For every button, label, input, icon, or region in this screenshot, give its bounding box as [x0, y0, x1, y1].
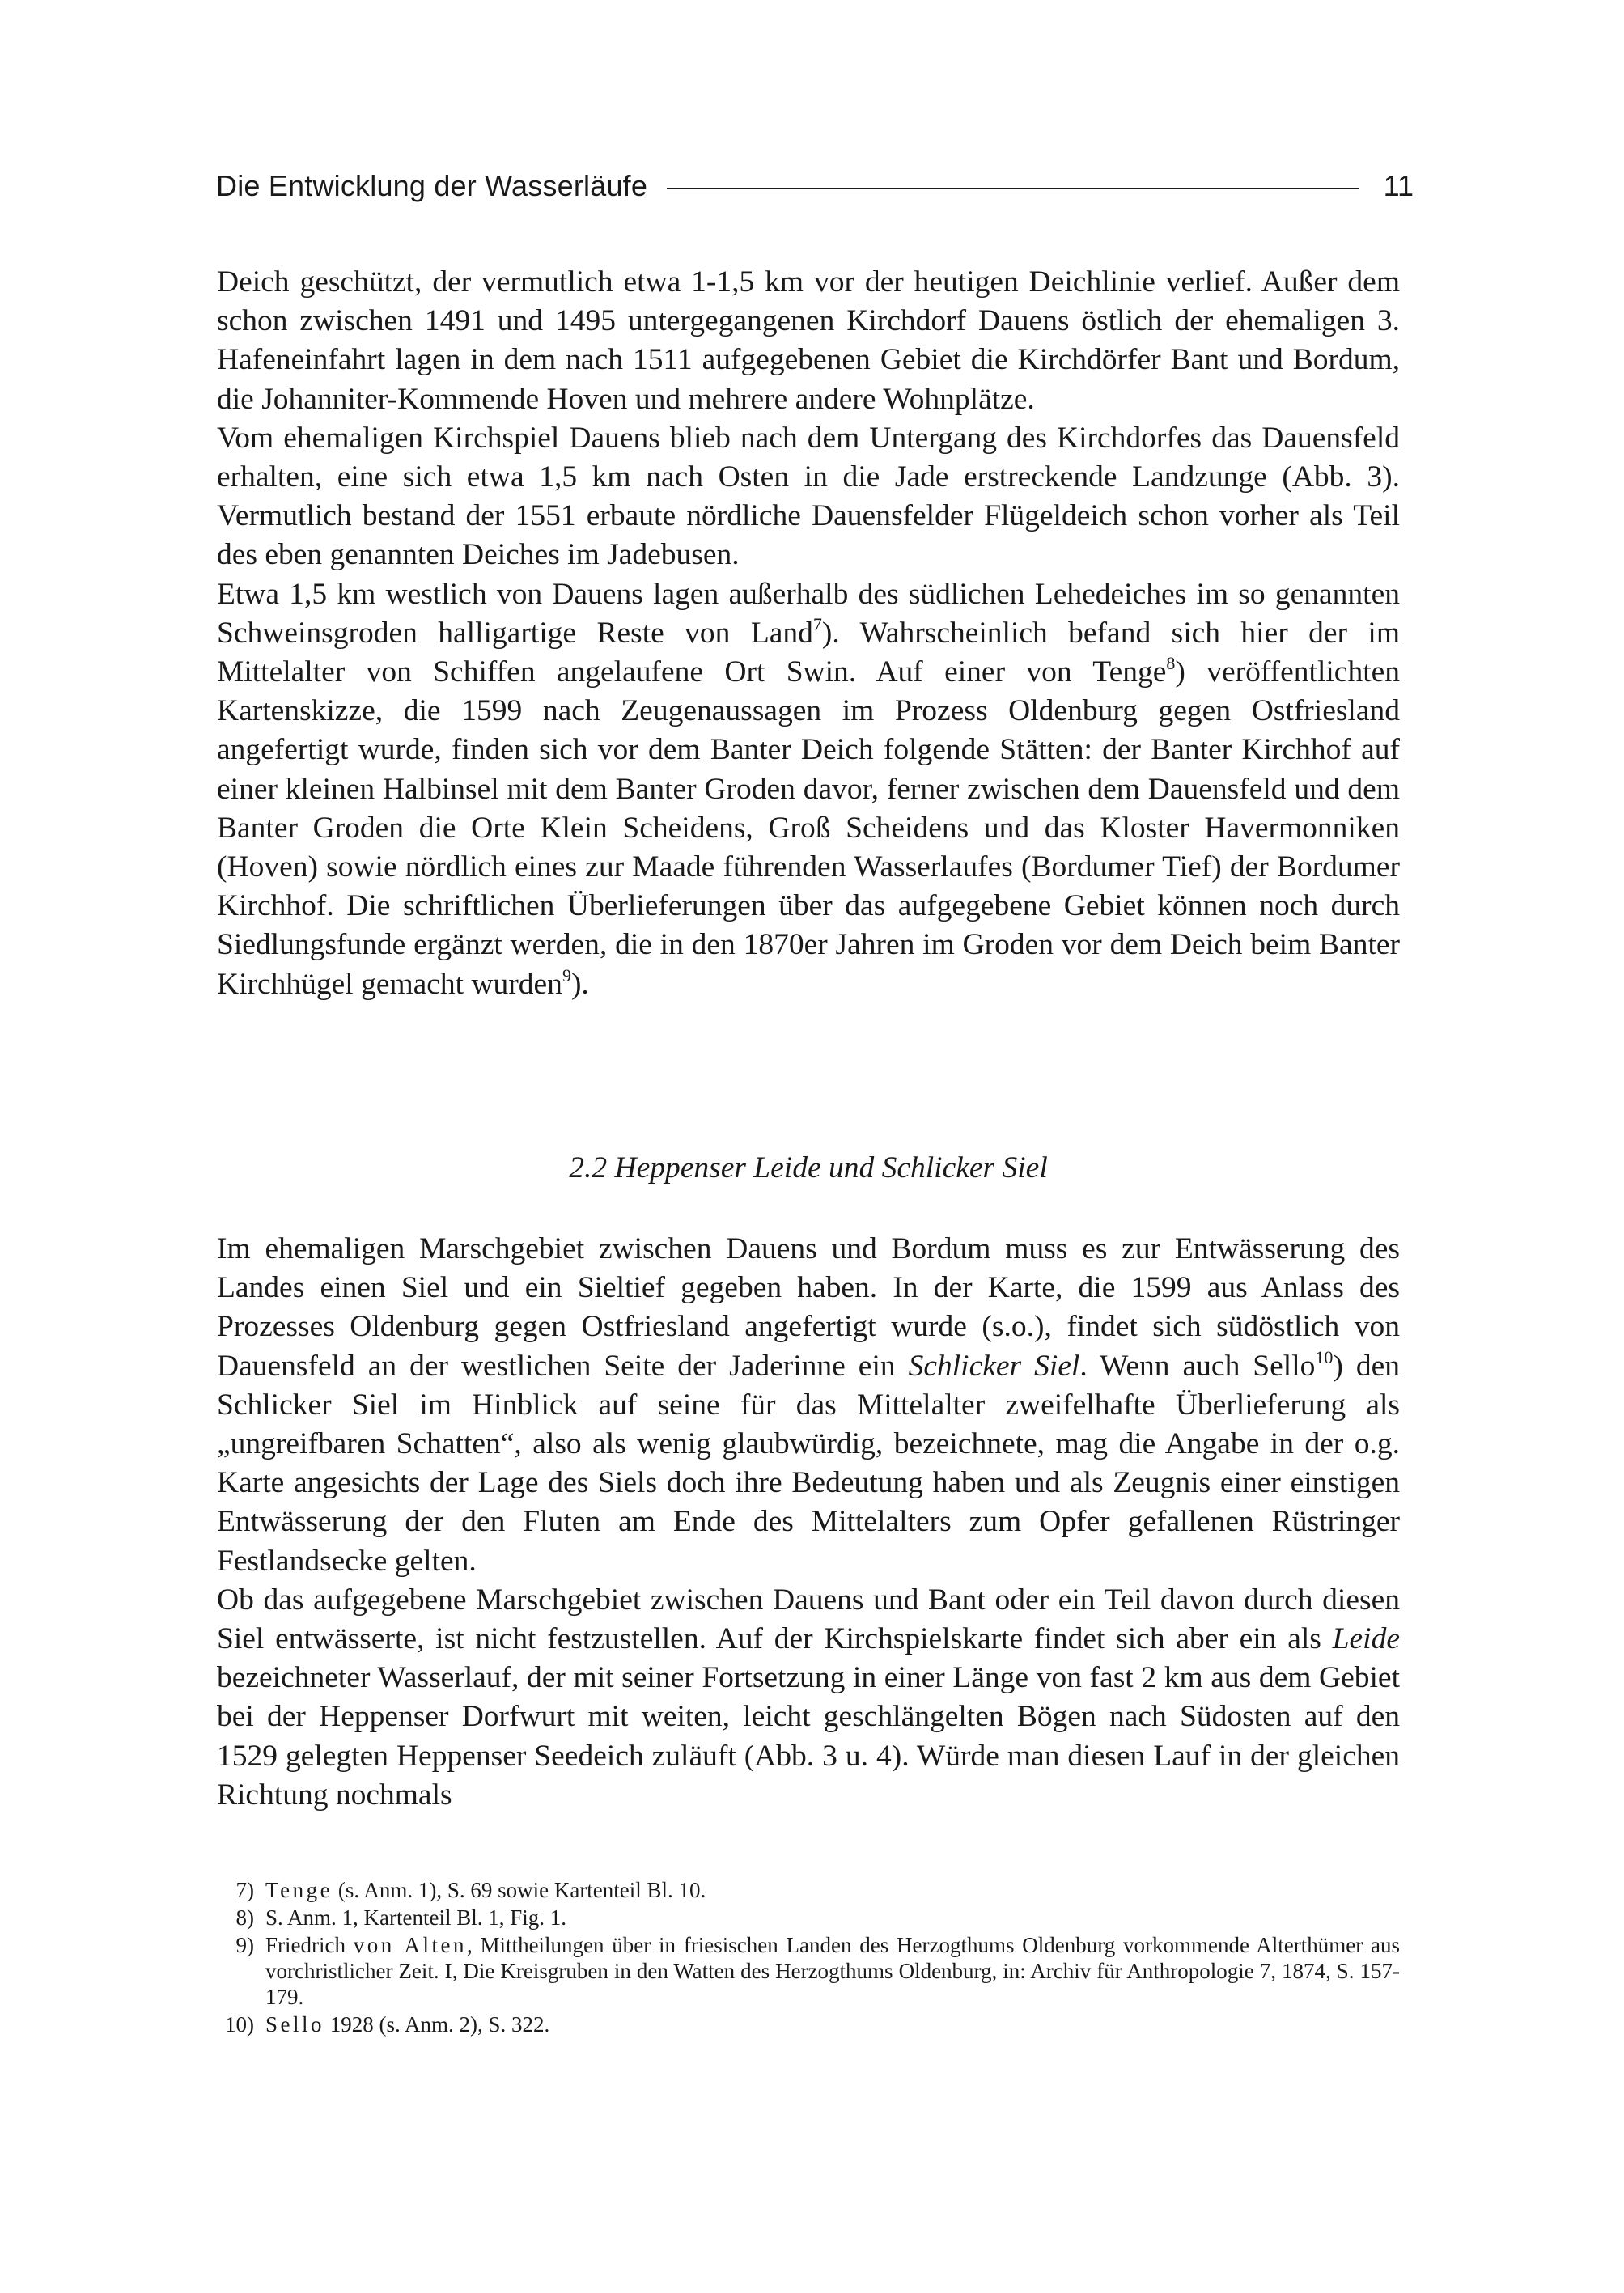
paragraph-text: Ob das aufgegebene Marschgebiet zwischen Dauens und Bant oder ein Teil davon durch diesen Siel entwässerte, ist nicht festzustellen. Auf der Kirchspielskarte findet sich aber ein als: [217, 1583, 1400, 1656]
footnote-body: , Mittheilungen über in friesischen Landen des Herzogthums Oldenburg vorkommende Alterthümer aus vorchristlicher Zeit. I, Die Kreisgruben in den Watten des Herzogthums Oldenburg, in: Archiv für Anthropologie 7, 1874, S. 157-179.: [265, 1933, 1400, 2009]
footnote-text: [265, 1932, 1400, 2010]
italic-term: Leide: [1332, 1622, 1400, 1656]
author-name: Sello: [265, 2012, 325, 2037]
author-name: von Alten: [353, 1933, 468, 1957]
paragraph-text: . Wenn auch Sello: [1079, 1349, 1316, 1383]
footnote-ref[interactable]: 7: [812, 613, 822, 634]
section-1-body: [217, 263, 1400, 1004]
paragraph: Vom ehemaligen Kirchspiel Dauens blieb nach dem Untergang des Kirchdorfes das Dauensfeld erhalten, eine sich etwa 1,5 km nach Osten in die Jade erstreckende Landzunge (Abb. 3). Vermutlich bestand der 1551 erbaute nördliche Dauensfelder Flügeldeich schon vorher als Teil des eben genannten Deiches im Jadebusen.: [217, 421, 1400, 572]
footnote-text: [265, 2011, 1400, 2037]
footnote-body: 1928 (s. Anm. 2), S. 322.: [324, 2012, 550, 2037]
running-header-title: Die Entwicklung der Wasserläufe: [216, 169, 648, 202]
paragraph-text: Im ehemaligen Marschgebiet zwischen Dauens und Bordum muss es zur Entwässerung des Landes einen Siel und ein Sieltief gegeben haben. In der Karte, die 1599 aus Anlass des Prozesses Oldenburg gegen Ostfriesland angefertigt wurde (s.o.), findet sich südöstlich von Dauensfeld an der westlichen Seite der Jaderinne ein: [217, 1232, 1400, 1383]
author-first-name: Friedrich: [265, 1933, 354, 1957]
footnote-text: [265, 1877, 1400, 1903]
footnote-text: [265, 1905, 1400, 1931]
footnote-body: (s. Anm. 1), S. 69 sowie Kartenteil Bl. 10.: [333, 1878, 706, 1902]
paragraph-text: ). Wahrscheinlich befand sich hier der im Mittelalter von Schiffen angelaufene Ort Swin. Auf einer von Tenge: [217, 616, 1400, 689]
header-rule: [667, 188, 1359, 189]
paragraph-text: bezeichneter Wasserlauf, der mit seiner Fortsetzung in einer Länge von fast 2 km aus dem Gebiet bei der Heppenser Dorfwurt mit weiten, leicht geschlängelten Bögen nach Südosten auf den 1529 gelegten Heppenser Seedeich zuläuft (Abb. 3 u. 4). Würde man diesen Lauf in der gleichen Richtung nochmals: [217, 1661, 1400, 1812]
page-number: 11: [1383, 169, 1414, 202]
footnote: [218, 2011, 1400, 2037]
footnote-ref[interactable]: 10: [1315, 1346, 1334, 1367]
paragraph: [217, 1581, 1400, 1815]
paragraph: [217, 575, 1400, 1004]
footnote-number: 7): [235, 1878, 254, 1902]
paragraph: Deich geschützt, der vermutlich etwa 1-1,5 km vor der heutigen Deichlinie verlief. Außer dem schon zwischen 1491 und 1495 untergegangenen Kirchdorf Dauens östlich der ehemaligen 3. Hafeneinfahrt lagen in dem nach 1511 aufgegebenen Gebiet die Kirchdörfer Bant und Bordum, die Johanniter-Kommende Hoven und mehrere andere Wohnplätze.: [217, 265, 1400, 416]
author-name: Tenge: [265, 1878, 333, 1902]
footnote-number: 8): [235, 1905, 254, 1930]
footnotes: [218, 1877, 1400, 2039]
footnote-body: S. Anm. 1, Kartenteil Bl. 1, Fig. 1.: [265, 1905, 567, 1930]
italic-term: Schlicker Siel: [908, 1349, 1080, 1383]
paragraph-text: ).: [570, 967, 589, 1001]
section-heading: 2.2 Heppenser Leide und Schlicker Siel: [569, 1151, 1048, 1185]
paragraph: [217, 1230, 1400, 1581]
paragraph-text: ) den Schlicker Siel im Hinblick auf seine für das Mittelalter zweifelhafte Überlieferung als „ungreifbaren Schatten“, also als wenig glaubwürdig, bezeichnete, mag die Angabe in der o.g. Karte angesichts der Lage des Siels doch ihre Bedeutung haben und als Zeugnis einer einstigen Entwässerung der den Fluten am Ende des Mittelalters zum Opfer gefallenen Rüstringer Festlandsecke gelten.: [217, 1349, 1401, 1578]
footnote: [218, 1932, 1400, 2010]
paragraph-text: Etwa 1,5 km westlich von Dauens lagen außerhalb des südlichen Lehedeiches im so genannten Schweinsgroden halligartige Reste von Land: [217, 577, 1400, 650]
footnote: [218, 1877, 1400, 1903]
running-header: [216, 160, 1414, 212]
paragraph-text: ) veröffentlichten Kartenskizze, die 1599 nach Zeugenaussagen im Prozess Oldenburg gegen Ostfriesland angefertigt wurde, finden sich vor dem Banter Deich folgende Stätten: der Banter Kirchhof auf einer kleinen Halbinsel mit dem Banter Groden davor, ferner zwischen dem Dauensfeld und dem Banter Groden die Orte Klein Scheidens, Groß Scheidens und das Kloster Havermonniken (Hoven) sowie nördlich eines zur Maade führenden Wasserlaufes (Bordumer Tief) der Bordumer Kirchhof. Die schriftlichen Überlieferungen über das aufgegebene Gebiet können noch durch Siedlungsfunde ergänzt werden, die in den 1870er Jahren im Groden vor dem Deich beim Banter Kirchhügel gemacht wurden: [217, 655, 1401, 1001]
footnote-ref[interactable]: 9: [562, 964, 571, 985]
footnote: [218, 1905, 1400, 1931]
footnote-ref[interactable]: 8: [1166, 653, 1176, 674]
section-2-body: [217, 1230, 1400, 1815]
footnote-number: 10): [225, 2012, 254, 2037]
footnote-number: 9): [235, 1933, 254, 1957]
